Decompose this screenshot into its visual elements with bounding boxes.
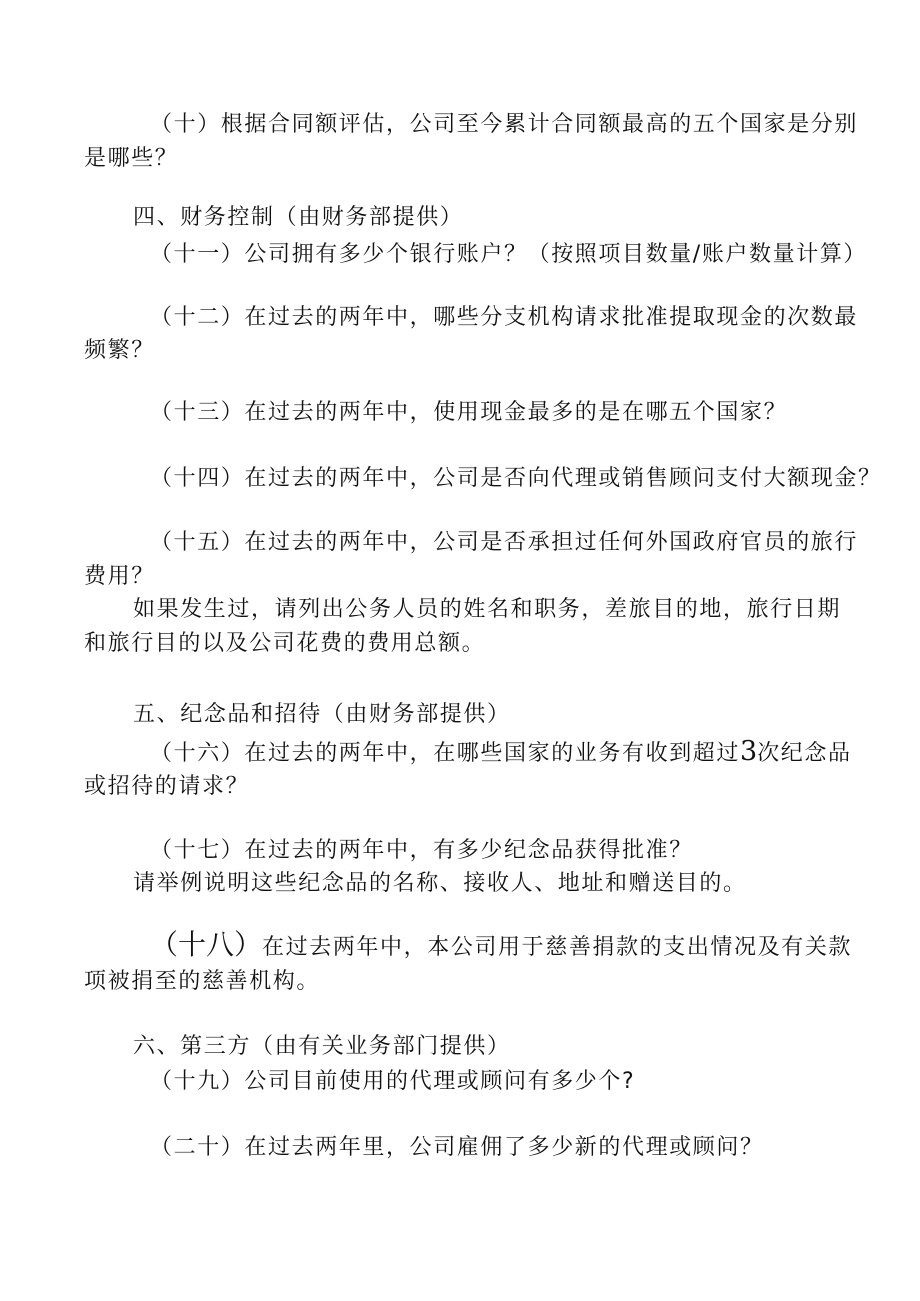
question-12-line1: （十二）在过去的两年中，哪些分支机构请求批准提取现金的次数最 [150,305,859,330]
question-20: （二十）在过去两年里，公司雇佣了多少新的代理或顾问？ [150,1135,764,1160]
question-10-line2: 是哪些？ [84,146,179,171]
question-18-line1 [150,930,852,963]
question-19: （十九）公司目前使用的代理或顾问有多少个? [150,1069,636,1094]
section-heading-6: 六、第三方（由有关业务部门提供） [133,1034,511,1059]
question-15-note-line2: 和旅行目的以及公司花费的费用总额。 [84,631,486,656]
question-14: （十四）在过去的两年中，公司是否向代理或销售顾问支付大额现金？ [150,466,882,491]
question-16-text-pre: （十六）在过去的两年中，在哪些国家的业务有收到超过 [150,741,741,766]
question-16-number: 3 [740,736,758,767]
question-13: （十三）在过去的两年中，使用现金最多的是在哪五个国家？ [150,400,788,425]
question-15-note-line1: 如果发生过，请列出公务人员的姓名和职务，差旅目的地，旅行日期 [133,597,842,622]
question-12-line2: 频繁？ [84,338,155,363]
question-18-label: （十八） [150,928,263,961]
question-17-note: 请举例说明这些纪念品的名称、接收人、地址和赠送目的。 [133,871,747,896]
question-15-line1: （十五）在过去的两年中，公司是否承担过任何外国政府官员的旅行 [150,530,859,555]
question-16-line2: 或招待的请求？ [84,774,250,799]
question-16-line1 [150,737,852,769]
question-18-text: 在过去两年中，本公司用于慈善捐款的支出情况及有关款 [262,935,853,960]
question-11: （十一）公司拥有多少个银行账户？（按照项目数量/账户数量计算） [150,242,868,267]
section-heading-4: 四、财务控制（由财务部提供） [133,205,464,230]
question-15-line2: 费用？ [84,564,155,589]
section-heading-5: 五、纪念品和招待（由财务部提供） [133,702,511,727]
question-16-text-post: 次纪念品 [757,741,852,766]
question-18-line2: 项被捐至的慈善机构。 [84,969,321,994]
question-17-line1: （十七）在过去的两年中，有多少纪念品获得批准？ [150,838,693,863]
question-10-line1: （十）根据合同额评估，公司至今累计合同额最高的五个国家是分别 [150,112,859,137]
